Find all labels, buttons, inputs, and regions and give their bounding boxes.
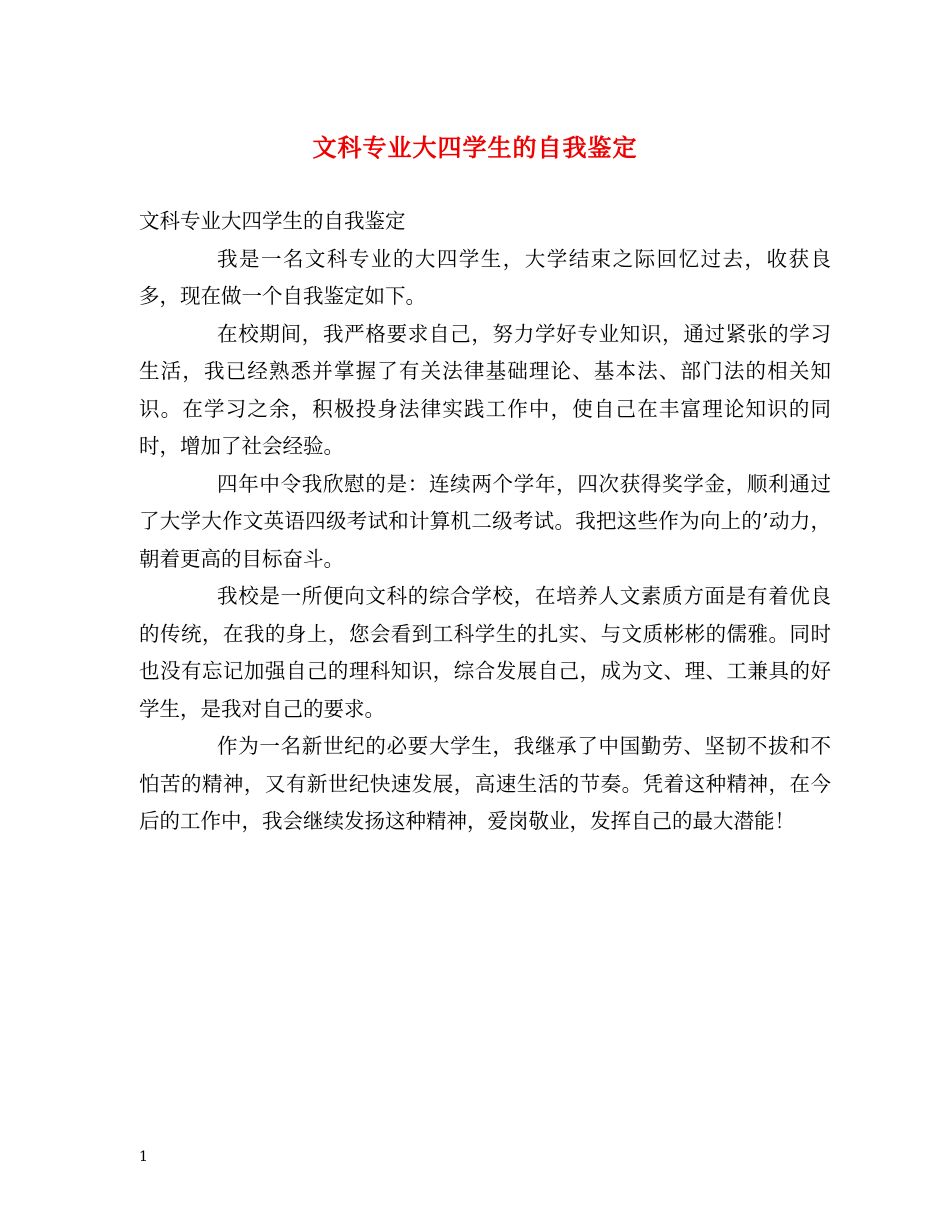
document-body bbox=[139, 203, 831, 841]
paragraph-5: 作为一名新世纪的必要大学生，我继承了中国勤劳、坚韧不拔和不怕苦的精神，又有新世纪快速发展，高速生活的节奏。凭着这种精神，在今后的工作中，我会继续发扬这种精神，爱岗敬业，发挥自己的最大潜能！ bbox=[139, 734, 831, 833]
paragraph-1: 我是一名文科专业的大四学生，大学结束之际回忆过去，收获良多，现在做一个自我鉴定如下。 bbox=[139, 246, 831, 308]
document-title: 文科专业大四学生的自我鉴定 bbox=[312, 133, 638, 162]
page-number: 1 bbox=[139, 1149, 148, 1165]
paragraph-3: 四年中令我欣慰的是：连续两个学年，四次获得奖学金，顺利通过了大学大作文英语四级考试和计算机二级考试。我把这些作为向上的’动力，朝着更高的目标奋斗。 bbox=[139, 471, 831, 571]
paragraph-4: 我校是一所便向文科的综合学校，在培养人文素质方面是有着优良的传统，在我的身上，您会看到工科学生的扎实、与文质彬彬的儒雅。同时也没有忘记加强自己的理科知识，综合发展自己，成为文、理、工兼具的好学生，是我对自己的要求。 bbox=[139, 584, 831, 721]
document-subtitle: 文科专业大四学生的自我鉴定 bbox=[139, 209, 406, 233]
paragraph-2: 在校期间，我严格要求自己，努力学好专业知识，通过紧张的学习生活，我已经熟悉并掌握了有关法律基础理论、基本法、部门法的相关知识。在学习之余，积极投身法律实践工作中，使自己在丰富理论知识的同时，增加了社会经验。 bbox=[139, 321, 831, 458]
